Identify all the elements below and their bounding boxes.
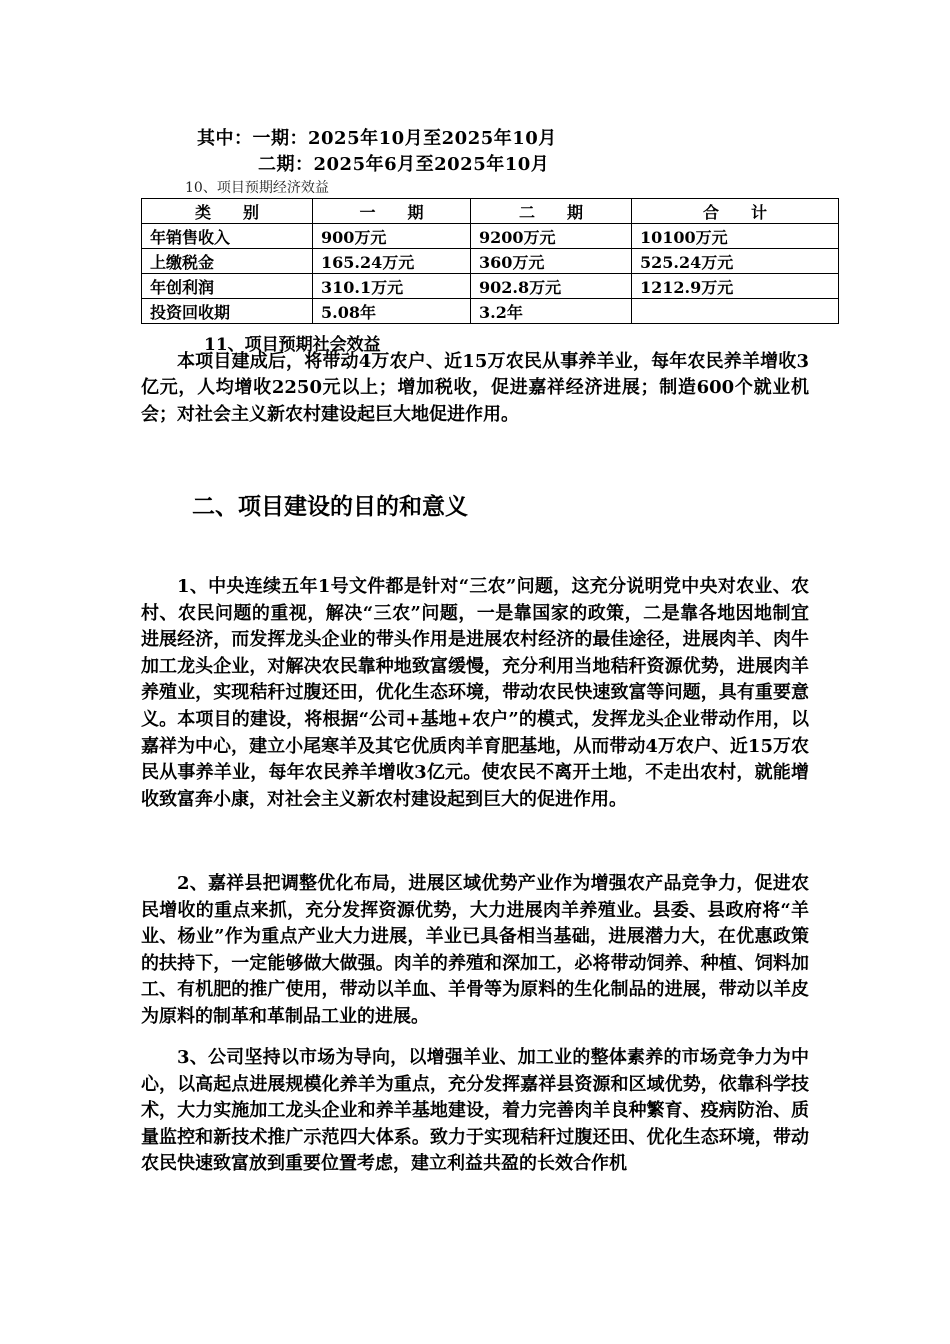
cell-value: 902.8万元 <box>471 274 632 299</box>
cell-value: 9200万元 <box>471 224 632 249</box>
cell-value: 10100万元 <box>632 224 839 249</box>
header-total: 合 计 <box>632 199 839 224</box>
cell-label: 上缴税金 <box>142 249 313 274</box>
cell-value: 3.2年 <box>471 299 632 324</box>
header-phase2: 二 期 <box>471 199 632 224</box>
section-heading: 二、项目建设的目的和意义 <box>192 494 468 520</box>
table-row <box>142 299 839 324</box>
table-header-row <box>142 199 839 224</box>
cell-value: 5.08年 <box>313 299 471 324</box>
cell-label: 年销售收入 <box>142 224 313 249</box>
phase1-period: 其中：一期：2025年10月至2025年10月 <box>197 128 557 149</box>
cell-value: 310.1万元 <box>313 274 471 299</box>
cell-value: 360万元 <box>471 249 632 274</box>
section11-title: 11、项目预期社会效益 <box>204 335 381 355</box>
table-row <box>142 249 839 274</box>
economic-benefit-table <box>141 198 839 324</box>
table-row <box>142 274 839 299</box>
paragraph-2: 2、嘉祥县把调整优化布局，进展区域优势产业作为增强农产品竞争力，促进农民增收的重点来抓，充分发挥资源优势，大力进展肉羊养殖业。县委、县政府将“羊业、杨业”作为重点产业大力进展，羊业已具备相当基础，进展潜力大，在优惠政策的扶持下，一定能够做大做强。肉羊的养殖和深加工，必将带动饲养、种植、饲料加工、有机肥的推广使用，带动以羊血、羊骨等为原料的生化制品的进展，带动以羊皮为原料的制革和革制品工业的进展。 <box>141 873 809 1027</box>
table-row <box>142 224 839 249</box>
cell-label: 投资回收期 <box>142 299 313 324</box>
cell-value: 525.24万元 <box>632 249 839 274</box>
phase2-period: 二期：2025年6月至2025年10月 <box>258 154 550 175</box>
cell-label: 年创利润 <box>142 274 313 299</box>
cell-value: 165.24万元 <box>313 249 471 274</box>
header-category: 类 别 <box>142 199 313 224</box>
paragraph-3: 3、公司坚持以市场为导向，以增强羊业、加工业的整体素养的市场竞争力为中心，以高起点进展规模化养羊为重点，充分发挥嘉祥县资源和区域优势，依靠科学技术，大力实施加工龙头企业和养羊基地建设，着力完善肉羊良种繁育、疫病防治、质量监控和新技术推广示范四大体系。致力于实现秸秆过腹还田、优化生态环境，带动农民快速致富放到重要位置考虑，建立利益共盈的长效合作机 <box>141 1047 809 1175</box>
cell-value: 1212.9万元 <box>632 274 839 299</box>
section11-body: 本项目建成后，将带动4万农户、近15万农民从事养羊业，每年农民养羊增收3亿元，人均增收2250元以上；增加税收，促进嘉祥经济进展；制造600个就业机会；对社会主义新农村建设起巨大地促进作用。 <box>141 351 809 425</box>
table-caption: 10、项目预期经济效益 <box>185 180 329 196</box>
cell-value: 900万元 <box>313 224 471 249</box>
header-phase1: 一 期 <box>313 199 471 224</box>
paragraph-1: 1、中央连续五年1号文件都是针对“三农”问题，这充分说明党中央对农业、农村、农民问题的重视，解决“三农”问题，一是靠国家的政策，二是靠各地因地制宜进展经济，而发挥龙头企业的带头作用是进展农村经济的最佳途径，进展肉羊、肉牛加工龙头企业，对解决农民靠种地致富缓慢，充分利用当地秸秆资源优势，进展肉羊养殖业，实现秸秆过腹还田，优化生态环境，带动农民快速致富等问题，具有重要意义。本项目的建设，将根据“公司+基地+农户”的模式，发挥龙头企业带动作用，以嘉祥为中心，建立小尾寒羊及其它优质肉羊育肥基地，从而带动4万农户、近15万农民从事养羊业，每年农民养羊增收3亿元。使农民不离开土地，不走出农村，就能增收致富奔小康，对社会主义新农村建设起到巨大的促进作用。 <box>141 576 809 810</box>
cell-value <box>632 299 839 324</box>
